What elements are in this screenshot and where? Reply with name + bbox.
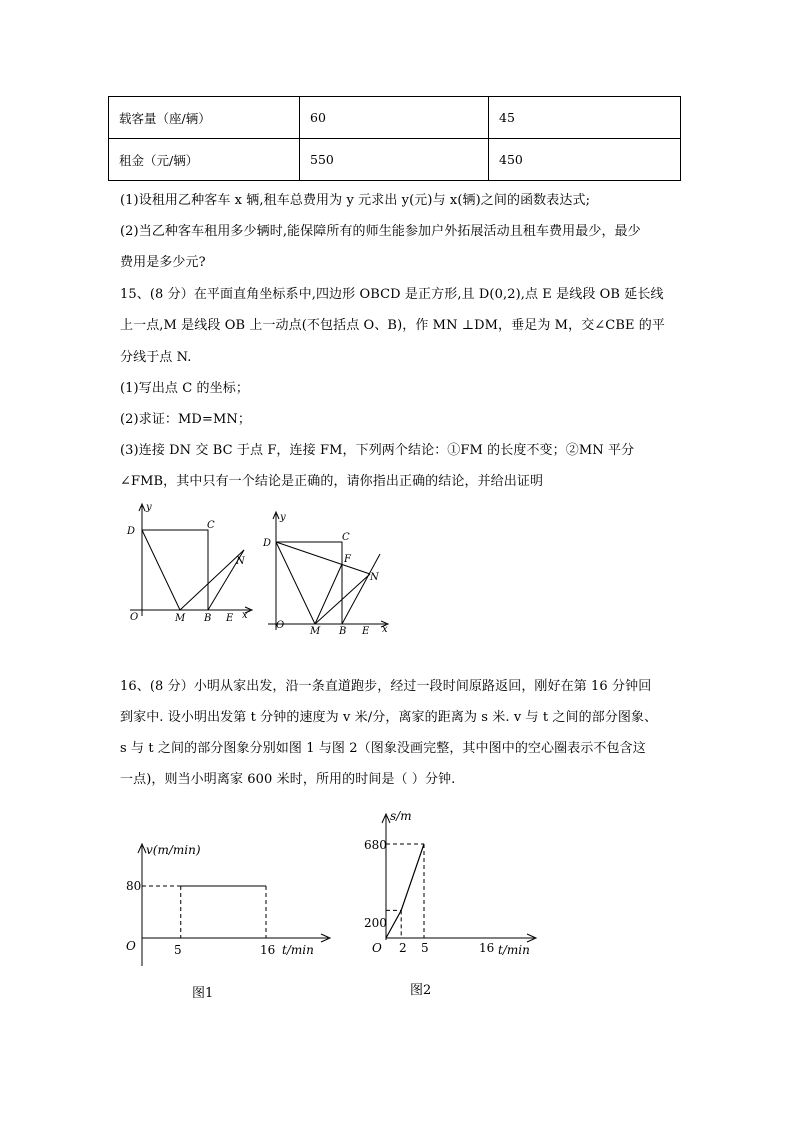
graph-2-xlabel: t/min (498, 943, 530, 957)
label-O: O (276, 620, 285, 631)
graph-2-origin: O (372, 941, 382, 955)
label-E: E (362, 626, 370, 637)
label-B: B (204, 613, 212, 624)
label-M: M (310, 626, 321, 637)
graph-1-tick-y80: 80 (126, 879, 142, 893)
graph-2-caption: 图2 (410, 983, 432, 998)
graph-2-tick-x16: 16 (479, 941, 495, 955)
label-D: D (127, 526, 136, 537)
q15-line3: 分线于点 N. (120, 350, 192, 365)
q16-line2: 到家中. 设小明出发第 t 分钟的速度为 v 米/分，离家的距离为 s 米. v 与 t 之间的部分图象、 (120, 710, 658, 725)
geometry-figure-1 (118, 498, 258, 628)
q15-part1: (1)写出点 C 的坐标； (120, 381, 249, 396)
table-cell: 450 (489, 139, 681, 181)
geometry-figure-2 (258, 508, 398, 638)
q15-part2: (2)求证：MD=MN； (120, 412, 251, 427)
graph-1-marks (142, 886, 266, 938)
graph-1-tick-x16: 16 (260, 943, 276, 957)
table-row (109, 97, 681, 139)
table-cell: 45 (489, 97, 681, 139)
q14-part2-line1: (2)当乙种客车租用多少辆时,能保障所有的师生能参加户外拓展活动且租车费用最少，最少 (120, 224, 641, 239)
q15-line1: 15、(8 分）在平面直角坐标系中,四边形 OBCD 是正方形,且 D(0,2),点 E 是线段 OB 延长线 (120, 287, 664, 302)
graph-2-tick-x5: 5 (421, 941, 429, 955)
graph-1-velocity (118, 838, 338, 973)
graph-1-xlabel: t/min (282, 943, 314, 957)
label-x: x (242, 610, 248, 621)
graph-2-marks (386, 844, 424, 938)
label-C: C (342, 532, 350, 543)
table-cell: 载客量（座/辆） (109, 97, 300, 139)
q15-line2: 上一点,M 是线段 OB 上一动点(不包括点 O、B)，作 MN ⊥DM，垂足为 M，交∠CBE 的平 (120, 318, 666, 333)
graph-2-distance (360, 808, 540, 958)
q14-part1: (1)设租用乙种客车 x 辆,租车总费用为 y 元求出 y(元)与 x(辆)之间的函数表达式; (120, 193, 591, 208)
label-E: E (226, 613, 234, 624)
label-y: y (146, 502, 152, 513)
label-B: B (339, 626, 347, 637)
label-M: M (175, 613, 186, 624)
label-N: N (236, 556, 245, 567)
table-cell: 租金（元/辆） (109, 139, 300, 181)
q15-part3-line2: ∠FMB，其中只有一个结论是正确的，请你指出正确的结论，并给出证明 (120, 474, 544, 489)
bus-table (108, 96, 681, 181)
label-x: x (382, 624, 388, 635)
label-N: N (370, 572, 379, 583)
graph-2-ylabel: s/m (390, 809, 412, 823)
q16-line4: 一点)，则当小明离家 600 米时，所用的时间是（ ）分钟. (120, 772, 456, 787)
label-F: F (344, 554, 351, 565)
label-D: D (263, 538, 272, 549)
graph-2-tick-x2: 2 (399, 941, 407, 955)
graph-1-origin: O (126, 939, 136, 953)
graph-2-tick-y200: 200 (364, 916, 387, 930)
table-cell: 60 (300, 97, 489, 139)
q16-line3: s 与 t 之间的部分图象分别如图 1 与图 2（图象没画完整，其中图中的空心圈表示不包含这 (120, 741, 646, 756)
label-O: O (130, 612, 139, 623)
q16-line1: 16、(8 分）小明从家出发，沿一条直道跑步，经过一段时间原路返回，刚好在第 16 分钟回 (120, 679, 652, 694)
graph-2-series-line (386, 844, 424, 938)
q15-part3-line1: (3)连接 DN 交 BC 于点 F，连接 FM，下列两个结论：①FM 的长度不变；②MN 平分 (120, 443, 635, 458)
graph-2-tick-y680: 680 (364, 838, 387, 852)
label-C: C (207, 520, 215, 531)
table-cell: 550 (300, 139, 489, 181)
table-row (109, 139, 681, 181)
graph-1-tick-x5: 5 (174, 943, 182, 957)
label-y: y (280, 512, 286, 523)
q14-part2-line2: 费用是多少元? (120, 255, 206, 270)
graph-1-caption: 图1 (192, 986, 214, 1001)
graph-1-ylabel: v(m/min) (146, 843, 201, 857)
